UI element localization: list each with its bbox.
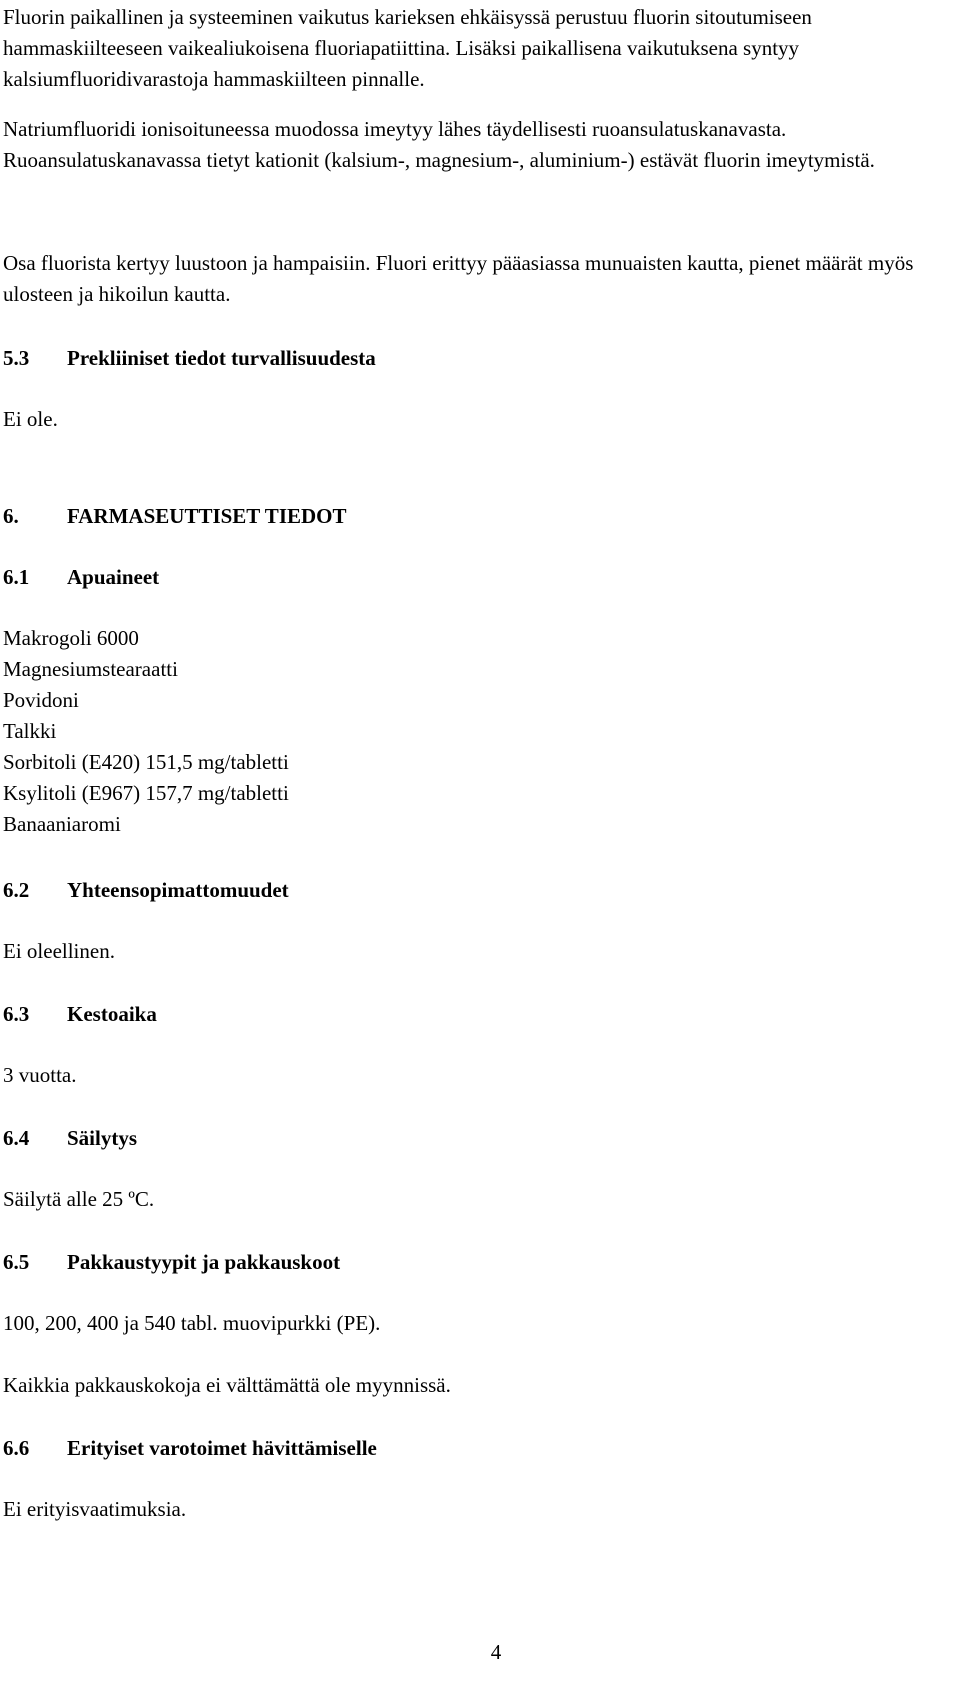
list-item: Magnesiumstearaatti [3,657,178,681]
section-number: 6.5 [3,1250,30,1274]
section-number: 6.1 [3,565,30,589]
intro-paragraph-2: Natriumfluoridi ionisoituneessa muodossa imeytyy lähes täydellisesti ruoansulatuskanavasta. Ruoansulatuskanavassa tietyt kationit (kalsium-, magnesium-, aluminium-) estävät fluorin imeytymistä. [3,117,875,172]
section-6-5-heading [3,1247,340,1278]
section-title: Pakkaustyypit ja pakkauskoot [67,1250,341,1274]
section-number: 6.6 [3,1436,30,1460]
list-item: Povidoni [3,688,79,712]
section-title: FARMASEUTTISET TIEDOT [67,504,347,528]
section-6-6-heading [3,1433,377,1464]
excipients-list [3,623,289,840]
section-6-3-heading [3,999,157,1030]
section-title: Säilytys [67,1126,138,1150]
section-number: 6.4 [3,1126,30,1150]
section-6-6-text: Ei erityisvaatimuksia. [3,1497,187,1521]
section-6-5-text-1: 100, 200, 400 ja 540 tabl. muovipurkki (PE). [3,1311,381,1335]
intro-paragraph-1: Fluorin paikallinen ja systeeminen vaikutus karieksen ehkäisyssä perustuu fluorin sitoutumiseen hammaskiilteeseen vaikealiukoisena fluoriapatiittina. Lisäksi paikallisena vaikutuksena syntyy kalsiumfluoridivarastoja hammaskiilteen pinnalle. [3,5,812,91]
section-title: Yhteensopimattomuudet [67,878,289,902]
section-number: 6. [3,504,19,528]
section-6-4-heading [3,1123,137,1154]
section-number: 5.3 [3,346,30,370]
list-item: Sorbitoli (E420) 151,5 mg/tabletti [3,750,289,774]
section-6-2-text: Ei oleellinen. [3,939,115,963]
section-6-1-heading [3,562,159,593]
page-number: 4 [490,1640,502,1664]
section-6-5-text-2: Kaikkia pakkauskokoja ei välttämättä ole myynnissä. [3,1373,451,1397]
list-item: Makrogoli 6000 [3,626,139,650]
section-6-2-heading [3,875,289,906]
list-item: Ksylitoli (E967) 157,7 mg/tabletti [3,781,289,805]
intro-paragraph-3: Osa fluorista kertyy luustoon ja hampaisiin. Fluori erittyy pääasiassa munuaisten kautta, pienet määrät myös ulosteen ja hikoilun kautta. [3,251,914,306]
section-title: Apuaineet [67,565,160,589]
section-6-heading [3,501,347,532]
section-title: Prekliiniset tiedot turvallisuudesta [67,346,376,370]
section-number: 6.3 [3,1002,30,1026]
list-item: Talkki [3,719,57,743]
section-5-3-text: Ei ole. [3,407,58,431]
section-6-4-text: Säilytä alle 25 ºC. [3,1187,155,1211]
section-5-3-heading [3,343,376,374]
section-title: Kestoaika [67,1002,157,1026]
section-title: Erityiset varotoimet hävittämiselle [67,1436,377,1460]
section-6-3-text: 3 vuotta. [3,1063,77,1087]
list-item: Banaaniaromi [3,812,121,836]
section-number: 6.2 [3,878,30,902]
